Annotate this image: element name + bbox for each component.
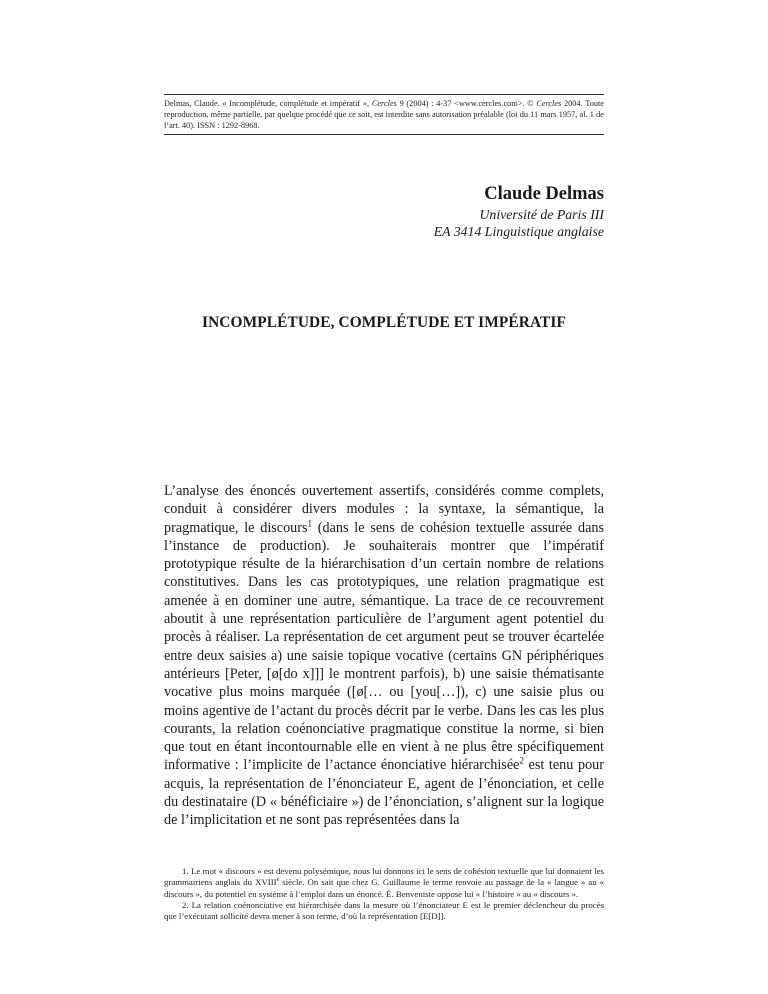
footnote-ref-1[interactable]: 1 bbox=[307, 517, 313, 528]
superscript: e bbox=[276, 877, 280, 884]
body-paragraph bbox=[164, 482, 604, 830]
body-segment: est tenu pour acquis, la représentation de l’énonciateur E, agent de l’énonciation, et celle du destinataire (D « bénéficiaire ») de l’énonciation, s’alignent sur la logique de l’implicitation et ne sont pas représentées dans la bbox=[164, 757, 604, 829]
citation-part: Delmas, Claude. « Incomplétude, complétude et impératif », bbox=[164, 99, 372, 108]
citation-part: 9 (2004) : 4-37 <www.cercles.com>. © bbox=[396, 99, 537, 108]
body-segment: (dans le sens de cohésion textuelle assurée dans l’instance de production). Je souhaiterais montrer que l’impératif prototypique résulte de la hiérarchisation d’un certain nombre de relations constitutives. Dans les cas prototypiques, une relation pragmatique est amenée à en dominer une autre, sémantique. La trace de ce recouvrement aboutit à une représentation particulière de l’argument agent potentiel du procès à réaliser. La représentation de cet argument peut se trouver écartelée entre deux saisies a) une saisie topique vocative (certains GN périphériques antérieurs [Peter, [ø[do x]]] le montrent parfois), b) une saisie thématisante vocative plus moins marquée ([ø[… ou [you[…]), c) une saisie plus ou moins agentive de l’actant du procès décrit par le verbe. Dans les cas les plus courants, la relation coénonciative pragmatique constitue la norme, si bien que tout en étant incontournable elle en vient à ne plus être spécifiquement informative : l’implicite de l’actance énonciative hiérarchisée bbox=[164, 519, 604, 774]
citation-block bbox=[164, 94, 604, 135]
footnote-ref-2[interactable]: 2 bbox=[519, 755, 524, 766]
footnote-text: siècle. On sait que chez G. Guillaume le terme renvoie au passage de la « langue » au « discours », du potentiel en système à l’emploi dans un énoncé. É. Benveniste oppose lui « l’histoire » au « discours ». bbox=[164, 877, 604, 899]
article-title: INCOMPLÉTUDE, COMPLÉTUDE ET IMPÉRATIF bbox=[202, 314, 566, 331]
footnote-text: 1. Le mot « discours » est devenu polysémique, nous lui donnons ici le sens de cohésion textuelle que lui donnaient les grammairiens anglais du XVIII bbox=[164, 866, 604, 888]
body-segment: L’analyse des énoncés ouvertement assertifs, considérés comme complets, conduit à considérer divers modules : la syntaxe, la sémantique, la pragmatique, le discours bbox=[164, 483, 604, 536]
author-affiliation-university: Université de Paris III bbox=[479, 207, 604, 222]
citation-journal: Cercles bbox=[536, 99, 562, 108]
footnote-1 bbox=[164, 866, 604, 900]
author-affiliation-lab: EA 3414 Linguistique anglaise bbox=[433, 224, 604, 239]
citation-journal: Cercles bbox=[371, 99, 397, 108]
footnotes bbox=[164, 866, 604, 922]
author-block bbox=[164, 182, 604, 240]
citation-part: 2004. Toute reproduction, même partielle, par quelque procédé que ce soit, est interdite sans autorisation préalable (loi du 11 mars 1957, al. 1 de l’art. 40). ISSN : 1292-8968. bbox=[164, 99, 604, 130]
citation-bottom-rule bbox=[164, 134, 604, 135]
author-name: Claude Delmas bbox=[484, 184, 604, 204]
footnote-2: 2. La relation coénonciative est hiérarchisée dans la mesure où l’énonciateur E est le premier déclencheur du procès que l’exécutant sollicité devra mener à son terme, d’où la représentation [E[D]]. bbox=[164, 899, 604, 922]
citation-text bbox=[164, 95, 604, 134]
